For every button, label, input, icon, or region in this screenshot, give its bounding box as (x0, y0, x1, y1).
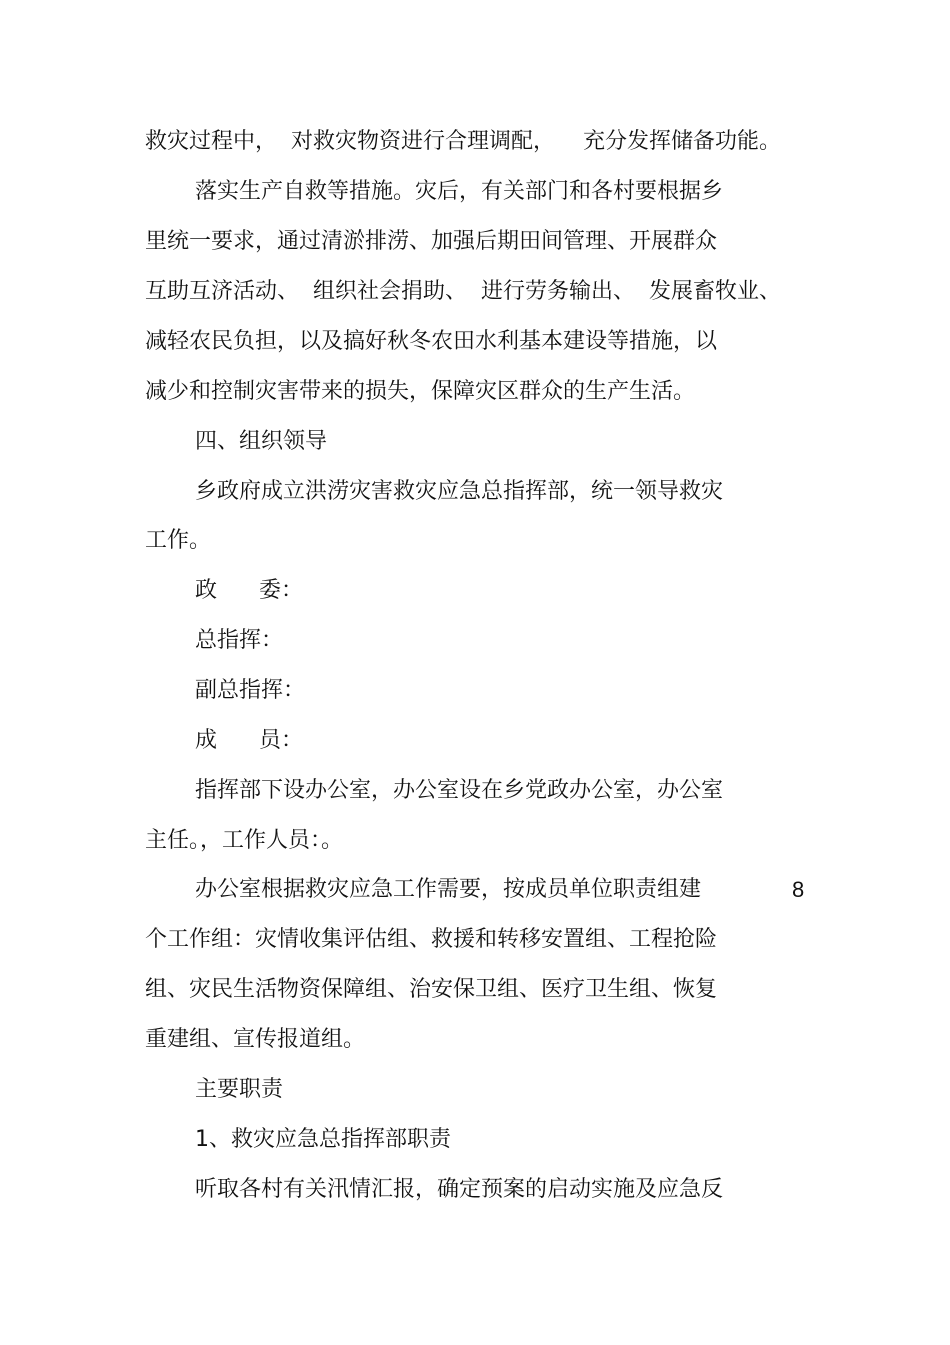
text-line: 办公室根据救灾应急工作需要，按成员单位职责组建 (195, 877, 702, 902)
text-line: 指挥部下设办公室，办公室设在乡党政办公室，办公室 (195, 778, 724, 803)
text-line: 个工作组：灾情收集评估组、救援和转移安置组、工程抢险 (145, 927, 718, 952)
text-line: 减轻农民负担，以及搞好秋冬农田水利基本建设等措施，以 (145, 329, 718, 354)
section-heading: 主要职责 (195, 1077, 284, 1102)
subsection-heading: 1、救灾应急总指挥部职责 (195, 1127, 451, 1152)
text-line: 主任。，工作人员：。 (145, 828, 344, 853)
text-line: 政 委： (195, 578, 303, 603)
text-line: 组、灾民生活物资保障组、治安保卫组、医疗卫生组、恢复 (145, 977, 718, 1002)
text-line: 互助互济活动、 组织社会捐助、 进行劳务输出、 发展畜牧业、 (145, 279, 781, 304)
text-line: 救灾过程中， 对救灾物资进行合理调配， 充分发挥储备功能。 (145, 129, 781, 154)
section-heading: 四、组织领导 (195, 429, 328, 454)
text-line: 听取各村有关汛情汇报，确定预案的启动实施及应急反 (195, 1177, 724, 1202)
text-line: 减少和控制灾害带来的损失，保障灾区群众的生产生活。 (145, 379, 696, 404)
text-line: 乡政府成立洪涝灾害救灾应急总指挥部，统一领导救灾 (195, 479, 724, 504)
text-line: 工作。 (145, 528, 212, 553)
text-line: 成 员： (195, 728, 303, 753)
text-line: 总指挥： (195, 628, 284, 653)
text-line: 里统一要求，通过清淤排涝、加强后期田间管理、开展群众 (145, 229, 718, 254)
text-line: 落实生产自救等措施。灾后，有关部门和各村要根据乡 (195, 179, 724, 204)
text-line: 重建组、宣传报道组。 (145, 1027, 366, 1052)
page-number: 8 (792, 877, 805, 902)
text-line: 副总指挥： (195, 678, 306, 703)
